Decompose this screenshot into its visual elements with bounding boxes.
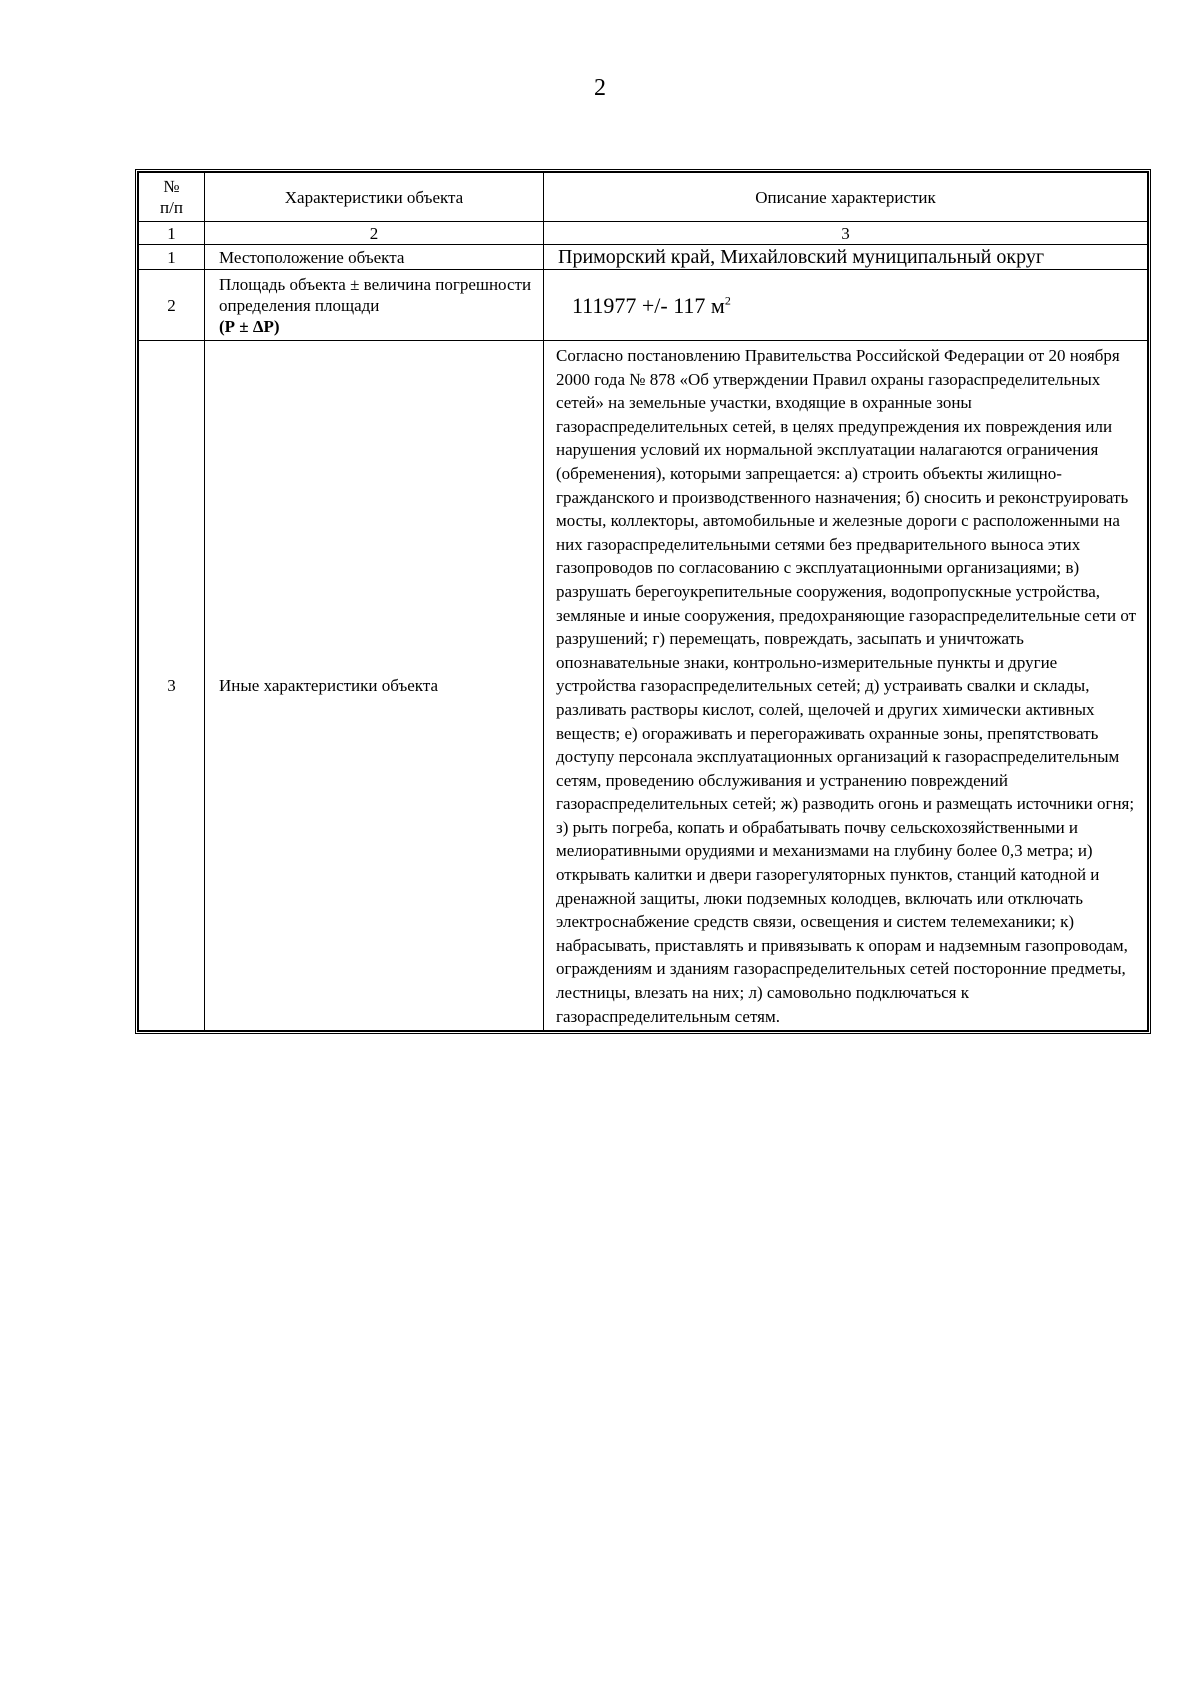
column-number-2: 2 <box>205 222 544 245</box>
table-row <box>139 270 1148 341</box>
row-characteristic: Иные характеристики объекта <box>205 341 544 1031</box>
row-number: 2 <box>139 270 205 341</box>
row-description-area <box>544 270 1148 341</box>
characteristics-table <box>135 169 1151 1034</box>
header-description-column: Описание характеристик <box>544 173 1148 222</box>
column-numbering-row <box>139 222 1148 245</box>
header-number-column <box>139 173 205 222</box>
row-characteristic-area <box>205 270 544 341</box>
header-number-label: № п/п <box>160 177 183 217</box>
table-header-row <box>139 173 1148 222</box>
row-description-location: Приморский край, Михайловский муниципальный округ <box>544 245 1148 270</box>
column-number-1: 1 <box>139 222 205 245</box>
table-row <box>139 245 1148 270</box>
column-number-3: 3 <box>544 222 1148 245</box>
row-number: 3 <box>139 341 205 1031</box>
area-formula: (Р ± ΔР) <box>219 316 280 336</box>
row-characteristic: Местоположение объекта <box>205 245 544 270</box>
row-description-restrictions: Согласно постановлению Правительства Российской Федерации от 20 ноября 2000 года № 878 «Об утверждении Правил охраны газораспределительных сетей» на земельные участки, входящие в охранные зоны газораспределительных сетей, в целях предупреждения их повреждения или нарушения условий их нормальной эксплуатации налагаются ограничения (обременения), которыми запрещается: а) строить объекты жилищно-гражданского и производственного назначения; б) сносить и реконструировать мосты, коллекторы, автомобильные и железные дороги с расположенными на них газораспределительными сетями без предварительного выноса этих газопроводов по согласованию с эксплуатационными организациями; в) разрушать берегоукрепительные сооружения, водопропускные устройства, земляные и иные сооружения, предохраняющие газораспределительные сети от разрушений; г) перемещать, повреждать, засыпать и уничтожать опознавательные знаки, контрольно-измерительные пункты и другие устройства газораспределительных сетей; д) устраивать свалки и склады, разливать растворы кислот, солей, щелочей и других химически активных веществ; е) огораживать и перегораживать охранные зоны, препятствовать доступу персонала эксплуатационных организаций к газораспределительным сетям, проведению обслуживания и устранению повреждений газораспределительных сетей; ж) разводить огонь и размещать источники огня; з) рыть погреба, копать и обрабатывать почву сельскохозяйственными и мелиоративными орудиями и механизмами на глубину более 0,3 метра; и) открывать калитки и двери газорегуляторных пунктов, станций катодной и дренажной защиты, люки подземных колодцев, включать или отключать электроснабжение средств связи, освещения и систем телемеханики; к) набрасывать, приставлять и привязывать к опорам и надземным газопроводам, ограждениям и зданиям газораспределительных сетей посторонние предметы, лестницы, влезать на них; л) самовольно подключаться к газораспределительным сетям. <box>544 341 1148 1031</box>
page-number: 2 <box>594 75 606 101</box>
row-number: 1 <box>139 245 205 270</box>
area-characteristic-text: Площадь объекта ± величина погрешности определения площади <box>219 274 532 315</box>
area-value: 111977 +/- 117 м <box>572 292 725 318</box>
header-characteristics-column: Характеристики объекта <box>205 173 544 222</box>
area-unit-superscript: 2 <box>724 293 731 308</box>
table-row <box>139 341 1148 1031</box>
